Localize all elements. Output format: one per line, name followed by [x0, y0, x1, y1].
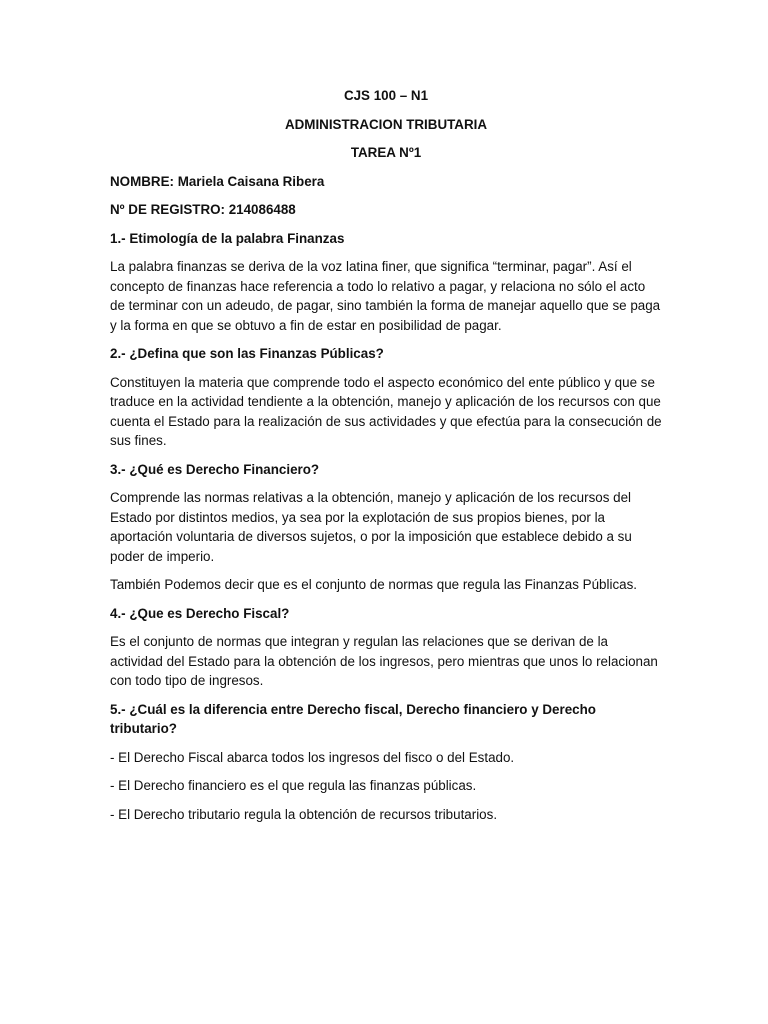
student-registry: Nº DE REGISTRO: 214086488 — [110, 202, 296, 217]
student-name: NOMBRE: Mariela Caisana Ribera — [110, 173, 325, 189]
answer-4: Es el conjunto de normas que integran y regulan las relaciones que se derivan de la actividad del Estado para la obtención de los ingresos, pero mientras que unos lo relacionan con todo tipo de ingresos. — [110, 634, 658, 688]
answer-1: La palabra finanzas se deriva de la voz latina finer, que significa “terminar, pagar”. Así el concepto de finanzas hace referencia a todo lo relativo a pagar, y relaciona no sólo el acto de terminar con un adeudo, de pagar, sino también la forma de manejar aquello que se paga y la forma en que se obtuvo a fin de estar en posibilidad de pagar. — [110, 259, 661, 333]
question-1: 1.- Etimología de la palabra Finanzas — [110, 230, 345, 246]
question-5: 5.- ¿Cuál es la diferencia entre Derecho fiscal, Derecho financiero y Derecho tributario? — [110, 701, 596, 736]
course-code: CJS 100 – N1 — [343, 88, 429, 103]
question-4: 4.- ¿Que es Derecho Fiscal? — [110, 605, 290, 621]
question-2: 2.- ¿Defina que son las Finanzas Públicas? — [110, 346, 384, 361]
answer-3-extra: También Podemos decir que es el conjunto de normas que regula las Finanzas Públicas. — [110, 577, 638, 592]
answer-3: Comprende las normas relativas a la obtención, manejo y aplicación de los recursos del Estado por distintos medios, ya sea por la explotación de sus propios bienes, por la aportación voluntaria de diversos sujetos, o por la imposición que establece debido a su poder de imperio. — [110, 490, 632, 564]
question-3: 3.- ¿Qué es Derecho Financiero? — [110, 461, 320, 477]
assignment-title: TAREA Nº1 — [350, 145, 422, 160]
answer-5-bullet-1: - El Derecho Fiscal abarca todos los ingresos del fisco o del Estado. — [110, 749, 515, 765]
answer-5-bullet-3: - El Derecho tributario regula la obtención de recursos tributarios. — [110, 806, 498, 822]
document-content — [110, 86, 662, 833]
answer-5-bullet-2: - El Derecho financiero es el que regula las finanzas públicas. — [110, 778, 477, 793]
subject-title: ADMINISTRACION TRIBUTARIA — [284, 116, 488, 132]
answer-2: Constituyen la materia que comprende todo el aspecto económico del ente público y que se traduce en la actividad tendiente a la obtención, manejo y aplicación de los recursos con que cuenta el Estado para la realización de sus actividades y que efectúa para la consecución de sus fines. — [110, 374, 662, 448]
